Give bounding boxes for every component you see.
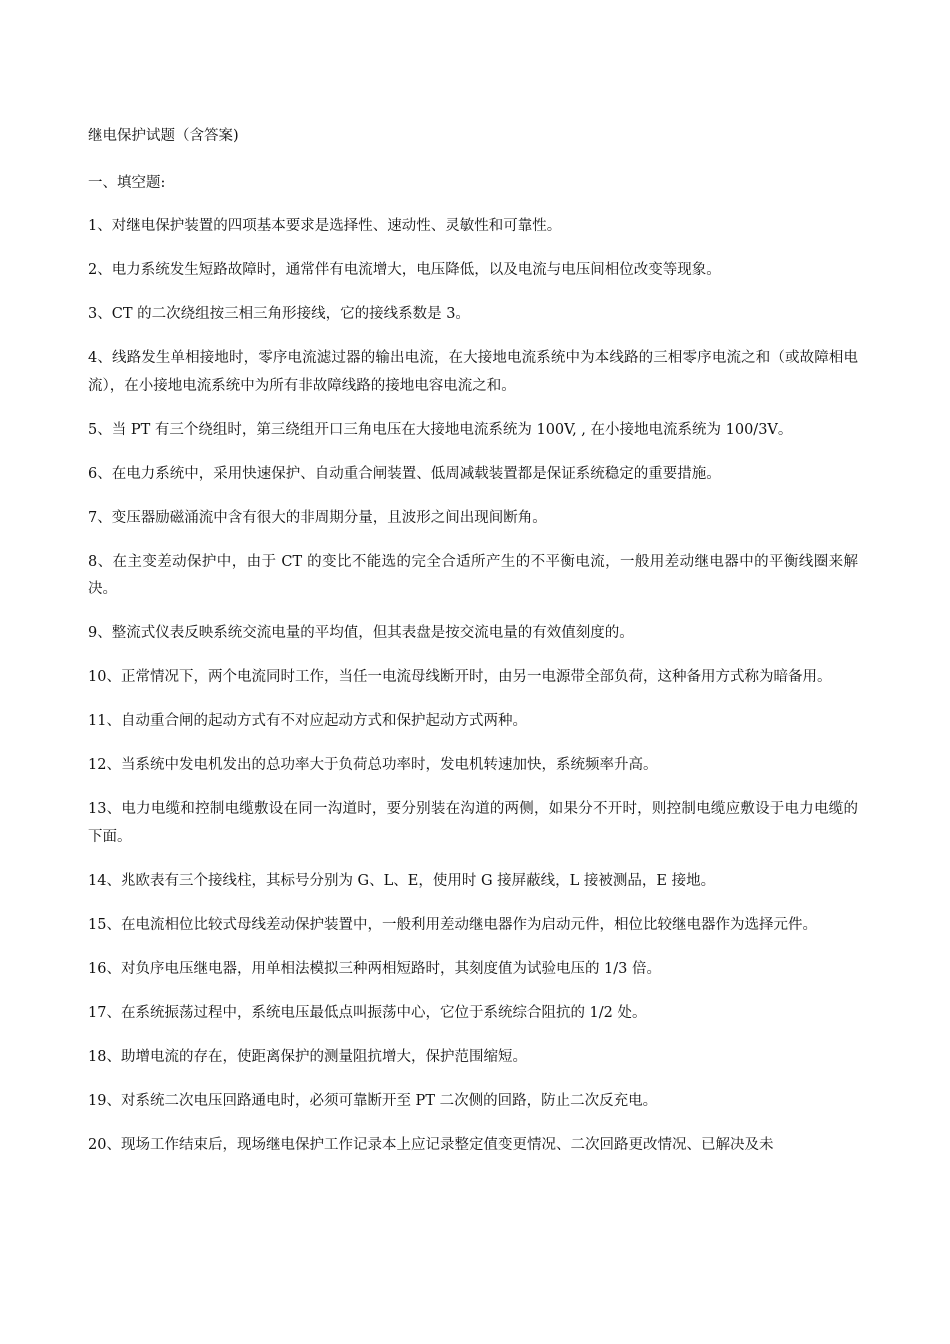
question-item-8: 8、在主变差动保护中，由于 CT 的变比不能选的完全合适所产生的不平衡电流，一般用差动继电器中的平衡线圈来解决。 <box>88 553 858 597</box>
question-item-7: 7、变压器励磁涌流中含有很大的非周期分量，且波形之间出现间断角。 <box>88 509 547 526</box>
question-item-17: 17、在系统振荡过程中，系统电压最低点叫振荡中心，它位于系统综合阻抗的 1/2 处。 <box>88 1004 647 1021</box>
question-item-1: 1、对继电保护装置的四项基本要求是选择性、速动性、灵敏性和可靠性。 <box>88 218 562 234</box>
question-item-13: 13、电力电缆和控制电缆敷设在同一沟道时，要分别装在沟道的两侧，如果分不开时，则控制电缆应敷设于电力电缆的下面。 <box>88 801 858 845</box>
question-item-12: 12、当系统中发电机发出的总功率大于负荷总功率时，发电机转速加快，系统频率升高。 <box>88 757 658 773</box>
question-item-14: 14、兆欧表有三个接线柱，其标号分别为 G、L、E，使用时 G 接屏蔽线，L 接被测品，E 接地。 <box>88 872 716 889</box>
question-item-9: 9、整流式仪表反映系统交流电量的平均值，但其表盘是按交流电量的有效值刻度的。 <box>88 625 634 641</box>
question-item-15: 15、在电流相位比较式母线差动保护装置中，一般利用差动继电器作为启动元件，相位比较继电器作为选择元件。 <box>88 916 817 933</box>
question-item-18: 18、助增电流的存在，使距离保护的测量阻抗增大，保护范围缩短。 <box>88 1048 527 1065</box>
question-item-2: 2、电力系统发生短路故障时，通常伴有电流增大，电压降低，以及电流与电压间相位改变等现象。 <box>88 262 721 278</box>
question-item-10: 10、正常情况下，两个电流同时工作，当任一电流母线断开时，由另一电源带全部负荷，这种备用方式称为暗备用。 <box>88 669 832 685</box>
document-title: 继电保护试题（含答案) <box>88 128 239 144</box>
question-item-6: 6、在电力系统中，采用快速保护、自动重合闸装置、低周减载装置都是保证系统稳定的重要措施。 <box>88 465 721 482</box>
question-item-19: 19、对系统二次电压回路通电时，必须可靠断开至 PT 二次侧的回路，防止二次反充电。 <box>88 1092 658 1109</box>
document-page <box>88 124 858 1176</box>
section-heading: 一、填空题: <box>88 175 166 191</box>
question-item-11: 11、自动重合闸的起动方式有不对应起动方式和保护起动方式两种。 <box>88 713 527 729</box>
question-item-5: 5、当 PT 有三个绕组时，第三绕组开口三角电压在大接地电流系统为 100V, , 在小接地电流系统为 100/3V。 <box>88 421 793 438</box>
question-item-20: 20、现场工作结束后，现场继电保护工作记录本上应记录整定值变更情况、二次回路更改情况、已解决及未 <box>88 1136 774 1153</box>
question-item-4: 4、线路发生单相接地时，零序电流滤过器的输出电流，在大接地电流系统中为本线路的三相零序电流之和（或故障相电流），在小接地电流系统中为所有非故障线路的接地电容电流之和。 <box>88 350 858 394</box>
question-item-3: 3、CT 的二次绕组按三相三角形接线，它的接线系数是 3。 <box>88 306 470 322</box>
question-item-16: 16、对负序电压继电器，用单相法模拟三种两相短路时，其刻度值为试验电压的 1/3 倍。 <box>88 960 662 977</box>
